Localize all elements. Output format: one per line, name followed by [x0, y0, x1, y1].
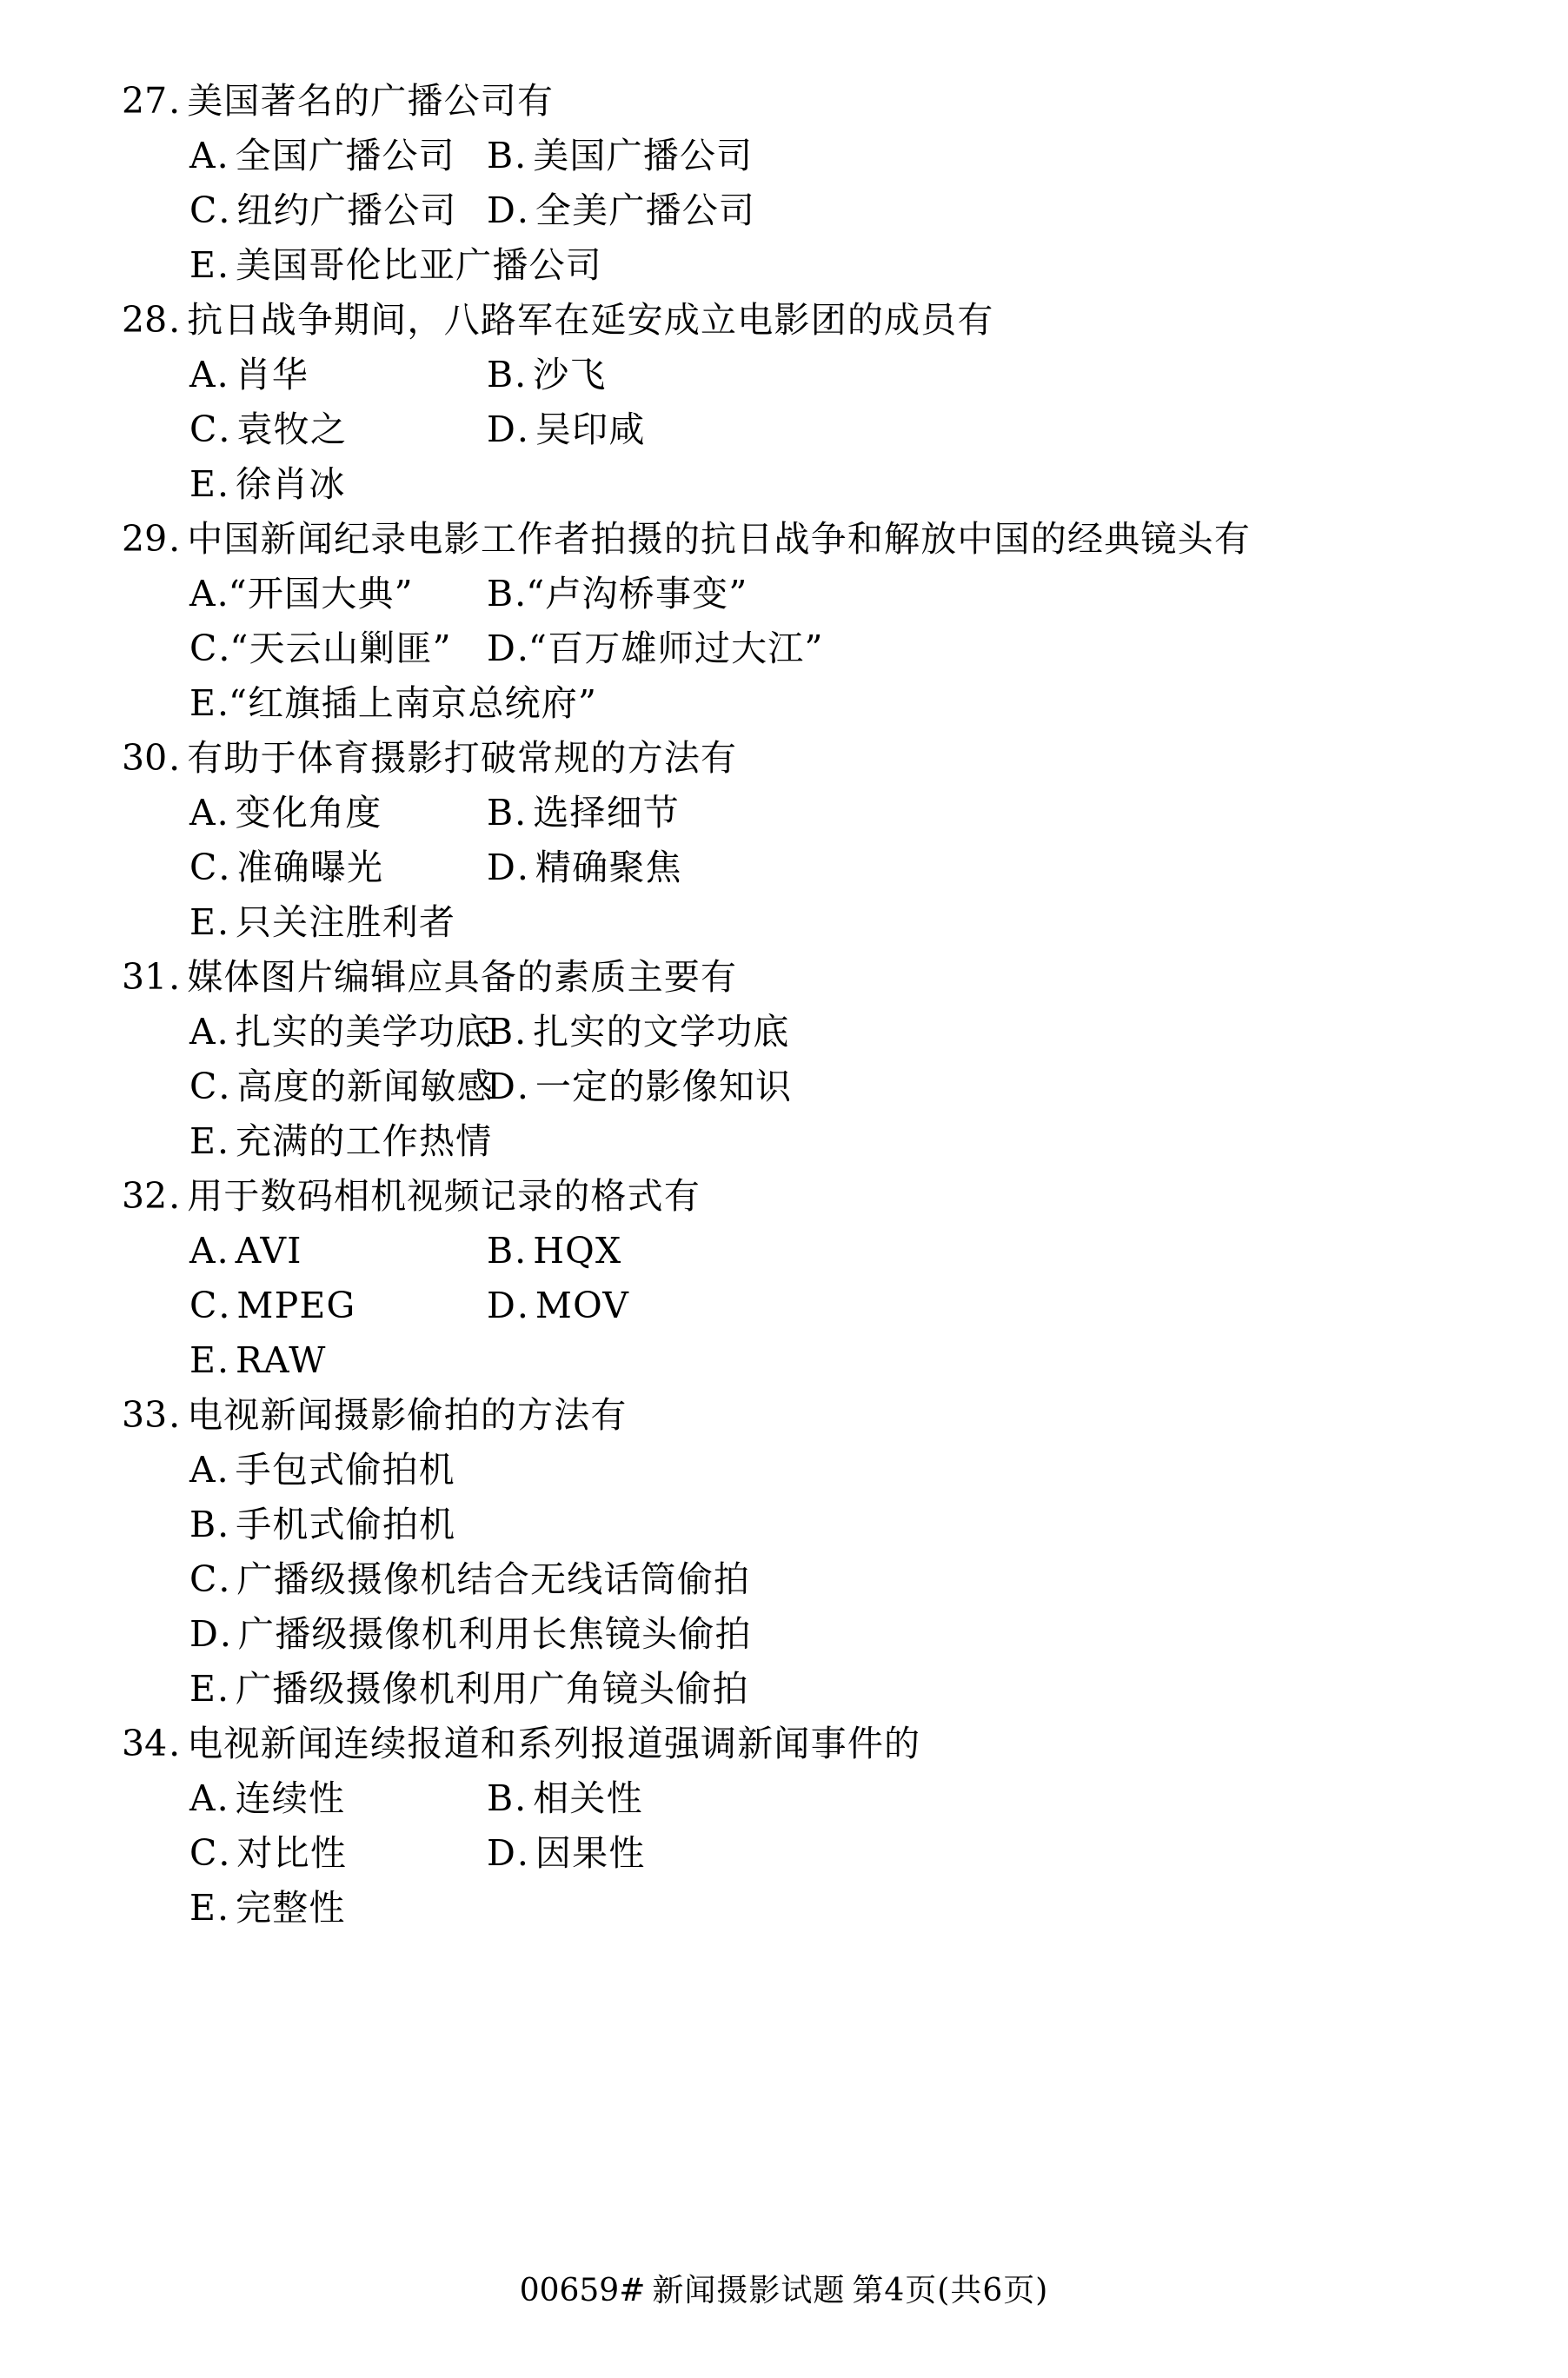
option-letter: E	[189, 1668, 216, 1710]
question-31	[104, 956, 1464, 1162]
option-text: 一定的影像知识	[535, 1066, 793, 1107]
option-letter: C	[189, 189, 217, 231]
footer-page-label: 第4页(共6页)	[852, 2273, 1049, 2308]
option-row	[122, 1504, 1464, 1545]
option-letter: D	[487, 847, 515, 888]
option-letter: B	[487, 1230, 514, 1272]
option-text: 肖华	[235, 354, 309, 395]
option-e[interactable]	[122, 682, 598, 724]
option-b[interactable]	[487, 573, 748, 614]
option-b[interactable]	[122, 1504, 456, 1545]
page-footer	[0, 2266, 1568, 2310]
option-c[interactable]	[122, 847, 487, 888]
option-row	[122, 1120, 1464, 1162]
option-e[interactable]	[122, 244, 602, 286]
option-a[interactable]	[122, 354, 487, 395]
option-dot: .	[218, 409, 230, 450]
option-d[interactable]	[487, 847, 682, 888]
option-letter: D	[487, 1832, 515, 1874]
options-list	[122, 792, 1464, 943]
option-dot: .	[216, 1777, 229, 1819]
option-text: 全国广播公司	[235, 135, 455, 176]
option-dot: .	[219, 1613, 231, 1655]
option-row	[122, 189, 1464, 231]
option-d[interactable]	[487, 409, 646, 450]
option-b[interactable]	[487, 135, 754, 176]
question-28	[104, 299, 1464, 505]
question-text: 抗日战争期间，八路军在延安成立电影团的成员有	[187, 299, 994, 341]
question-stem	[122, 1723, 1464, 1764]
option-row	[122, 1832, 1464, 1874]
option-c[interactable]	[122, 1558, 751, 1600]
option-b[interactable]	[487, 1011, 790, 1053]
option-row	[122, 573, 1464, 614]
option-text: 全美广播公司	[535, 189, 756, 231]
question-number: 32	[122, 1175, 168, 1217]
option-row	[122, 1285, 1464, 1326]
question-dot: .	[169, 956, 181, 998]
option-text: 徐肖冰	[235, 463, 346, 505]
option-a[interactable]	[122, 792, 487, 834]
option-row	[122, 1339, 1464, 1381]
option-d[interactable]	[487, 628, 824, 669]
option-dot: .	[216, 1887, 229, 1929]
option-text: “天云山剿匪”	[229, 628, 452, 669]
option-a[interactable]	[122, 1230, 487, 1272]
option-letter: B	[487, 792, 514, 834]
question-text: 电视新闻摄影偷拍的方法有	[187, 1394, 628, 1436]
option-dot: .	[216, 1668, 229, 1710]
question-number: 27	[122, 80, 168, 122]
option-text: “红旗插上南京总统府”	[228, 682, 598, 724]
option-c[interactable]	[122, 1285, 487, 1326]
option-dot: .	[216, 901, 229, 943]
option-letter: C	[189, 1066, 217, 1107]
question-number: 30	[122, 737, 168, 779]
option-dot: .	[218, 1558, 230, 1600]
options-list	[122, 1230, 1464, 1381]
option-row	[122, 1066, 1464, 1107]
option-letter: A	[189, 135, 216, 176]
question-stem	[122, 737, 1464, 779]
option-letter: B	[487, 1011, 514, 1053]
option-text: 广播级摄像机结合无线话筒偷拍	[236, 1558, 751, 1600]
option-dot: .	[217, 1504, 229, 1545]
option-c[interactable]	[122, 1832, 487, 1874]
option-letter: B	[487, 354, 514, 395]
option-dot: .	[515, 1230, 527, 1272]
option-row	[122, 847, 1464, 888]
option-dot: .	[516, 847, 528, 888]
option-text: 吴印咸	[535, 409, 646, 450]
option-row	[122, 628, 1464, 669]
option-text: 只关注胜利者	[235, 901, 456, 943]
option-dot: .	[216, 463, 229, 505]
question-stem	[122, 956, 1464, 998]
option-c[interactable]	[122, 1066, 494, 1107]
question-number: 34	[122, 1723, 168, 1764]
option-d[interactable]	[487, 1832, 646, 1874]
option-text: MOV	[535, 1285, 630, 1326]
option-text: 变化角度	[235, 792, 382, 834]
options-list	[122, 573, 1464, 724]
option-a[interactable]	[122, 135, 487, 176]
option-dot: .	[515, 1777, 527, 1819]
option-dot: .	[216, 135, 229, 176]
option-letter: D	[487, 189, 515, 231]
option-dot: .	[516, 1832, 528, 1874]
question-dot: .	[169, 299, 181, 341]
option-b[interactable]	[487, 1777, 643, 1819]
option-dot: .	[216, 1120, 229, 1162]
question-number: 29	[122, 518, 168, 560]
question-dot: .	[169, 1394, 181, 1436]
option-dot: .	[216, 573, 229, 614]
option-dot: .	[216, 1449, 229, 1491]
option-dot: .	[516, 409, 528, 450]
option-letter: C	[189, 847, 217, 888]
option-text: 高度的新闻敏感	[236, 1066, 494, 1107]
option-c[interactable]	[122, 628, 487, 669]
options-list	[122, 135, 1464, 286]
option-dot: .	[516, 628, 528, 669]
option-row	[122, 135, 1464, 176]
question-number: 33	[122, 1394, 168, 1436]
question-33	[104, 1394, 1464, 1710]
option-dot: .	[216, 682, 229, 724]
option-text: 手包式偷拍机	[235, 1449, 455, 1491]
option-row	[122, 1668, 1464, 1710]
option-letter: D	[487, 1285, 515, 1326]
option-dot: .	[216, 244, 229, 286]
option-letter: C	[189, 409, 217, 450]
option-text: 准确曝光	[236, 847, 384, 888]
options-list	[122, 1777, 1464, 1929]
option-dot: .	[516, 189, 528, 231]
option-row	[122, 354, 1464, 395]
option-dot: .	[218, 628, 230, 669]
option-row	[122, 1011, 1464, 1053]
option-letter: D	[487, 628, 515, 669]
option-e[interactable]	[122, 1887, 487, 1929]
option-row	[122, 244, 1464, 286]
option-text: AVI	[235, 1230, 302, 1272]
option-row	[122, 1558, 1464, 1600]
question-text: 媒体图片编辑应具备的素质主要有	[187, 956, 738, 998]
option-dot: .	[515, 354, 527, 395]
option-letter: E	[189, 682, 216, 724]
question-dot: .	[169, 1175, 181, 1217]
option-dot: .	[216, 1230, 229, 1272]
option-text: 对比性	[236, 1832, 348, 1874]
option-text: 广播级摄像机利用长焦镜头偷拍	[237, 1613, 752, 1655]
option-row	[122, 463, 1464, 505]
question-text: 有助于体育摄影打破常规的方法有	[187, 737, 738, 779]
options-list	[122, 1449, 1464, 1710]
question-text: 中国新闻纪录电影工作者拍摄的抗日战争和解放中国的经典镜头有	[187, 518, 1252, 560]
option-dot: .	[516, 1285, 528, 1326]
option-text: RAW	[235, 1339, 327, 1381]
option-c[interactable]	[122, 409, 487, 450]
option-letter: A	[189, 1230, 216, 1272]
option-text: 充满的工作热情	[235, 1120, 493, 1162]
option-letter: D	[487, 1066, 515, 1107]
option-dot: .	[218, 1066, 230, 1107]
question-32	[104, 1175, 1464, 1381]
question-text: 电视新闻连续报道和系列报道强调新闻事件的	[187, 1723, 921, 1764]
option-b[interactable]	[487, 792, 680, 834]
option-letter: E	[189, 1120, 216, 1162]
option-text: 相关性	[533, 1777, 643, 1819]
option-text: 袁牧之	[236, 409, 348, 450]
question-27	[104, 80, 1464, 286]
options-list	[122, 354, 1464, 505]
option-letter: C	[189, 1285, 217, 1326]
option-c[interactable]	[122, 189, 487, 231]
option-text: 因果性	[535, 1832, 646, 1874]
option-letter: C	[189, 1558, 217, 1600]
option-text: 扎实的美学功底	[235, 1011, 493, 1053]
option-letter: A	[189, 1011, 216, 1053]
option-letter: A	[189, 792, 216, 834]
option-b[interactable]	[487, 354, 607, 395]
option-d[interactable]	[487, 1066, 793, 1107]
question-text: 美国著名的广播公司有	[187, 80, 555, 122]
question-stem	[122, 299, 1464, 341]
option-row	[122, 1230, 1464, 1272]
option-text: MPEG	[236, 1285, 356, 1326]
option-letter: E	[189, 901, 216, 943]
option-letter: D	[189, 1613, 218, 1655]
option-e[interactable]	[122, 901, 487, 943]
option-dot: .	[218, 189, 230, 231]
question-stem	[122, 518, 1464, 560]
option-letter: B	[189, 1504, 216, 1545]
question-dot: .	[169, 1723, 181, 1764]
option-e[interactable]	[122, 1339, 487, 1381]
option-dot: .	[216, 354, 229, 395]
option-text: 美国广播公司	[533, 135, 754, 176]
option-a[interactable]	[122, 1449, 455, 1491]
option-text: 美国哥伦比亚广播公司	[235, 244, 602, 286]
question-stem	[122, 1175, 1464, 1217]
option-a[interactable]	[122, 1011, 493, 1053]
option-d[interactable]	[122, 1613, 752, 1655]
option-dot: .	[515, 135, 527, 176]
option-letter: A	[189, 573, 216, 614]
option-dot: .	[218, 1832, 230, 1874]
option-row	[122, 901, 1464, 943]
option-d[interactable]	[487, 1285, 630, 1326]
option-text: 精确聚焦	[535, 847, 682, 888]
option-row	[122, 792, 1464, 834]
question-34	[104, 1723, 1464, 1929]
option-text: 广播级摄像机利用广角镜头偷拍	[235, 1668, 749, 1710]
option-text: “百万雄师过大江”	[528, 628, 824, 669]
option-letter: A	[189, 354, 216, 395]
option-text: 纽约广播公司	[236, 189, 457, 231]
option-letter: B	[487, 135, 514, 176]
option-letter: A	[189, 1777, 216, 1819]
option-text: 连续性	[235, 1777, 346, 1819]
option-dot: .	[515, 792, 527, 834]
footer-subject: 新闻摄影试题	[652, 2273, 846, 2308]
option-row	[122, 1449, 1464, 1491]
option-text: “开国大典”	[228, 573, 414, 614]
question-dot: .	[169, 518, 181, 560]
option-text: HQX	[533, 1230, 622, 1272]
option-b[interactable]	[487, 1230, 622, 1272]
option-d[interactable]	[487, 189, 756, 231]
option-dot: .	[218, 847, 230, 888]
option-text: 手机式偷拍机	[236, 1504, 456, 1545]
option-a[interactable]	[122, 573, 487, 614]
option-row	[122, 1613, 1464, 1655]
option-dot: .	[515, 573, 527, 614]
option-letter: D	[487, 409, 515, 450]
question-text: 用于数码相机视频记录的格式有	[187, 1175, 701, 1217]
option-dot: .	[218, 1285, 230, 1326]
question-dot: .	[169, 737, 181, 779]
option-letter: E	[189, 463, 216, 505]
option-letter: E	[189, 1339, 216, 1381]
footer-course-code: 00659#	[519, 2273, 646, 2308]
option-e[interactable]	[122, 1668, 749, 1710]
question-dot: .	[169, 80, 181, 122]
option-a[interactable]	[122, 1777, 487, 1819]
option-row	[122, 409, 1464, 450]
question-number: 31	[122, 956, 168, 998]
option-e[interactable]	[122, 463, 487, 505]
option-text: 沙飞	[533, 354, 607, 395]
option-letter: C	[189, 628, 217, 669]
option-dot: .	[216, 792, 229, 834]
option-e[interactable]	[122, 1120, 493, 1162]
option-row	[122, 1887, 1464, 1929]
option-letter: C	[189, 1832, 217, 1874]
option-dot: .	[516, 1066, 528, 1107]
option-text: “卢沟桥事变”	[526, 573, 748, 614]
question-number: 28	[122, 299, 168, 341]
option-text: 选择细节	[533, 792, 680, 834]
option-letter: B	[487, 1777, 514, 1819]
options-list	[122, 1011, 1464, 1162]
option-letter: B	[487, 573, 514, 614]
option-dot: .	[515, 1011, 527, 1053]
question-stem	[122, 1394, 1464, 1436]
option-letter: A	[189, 1449, 216, 1491]
question-29	[104, 518, 1464, 724]
option-dot: .	[216, 1339, 229, 1381]
option-letter: E	[189, 244, 216, 286]
option-dot: .	[216, 1011, 229, 1053]
option-row	[122, 1777, 1464, 1819]
option-text: 扎实的文学功底	[533, 1011, 790, 1053]
option-text: 完整性	[235, 1887, 346, 1929]
question-30	[104, 737, 1464, 943]
option-letter: E	[189, 1887, 216, 1929]
option-row	[122, 682, 1464, 724]
question-stem	[122, 80, 1464, 122]
